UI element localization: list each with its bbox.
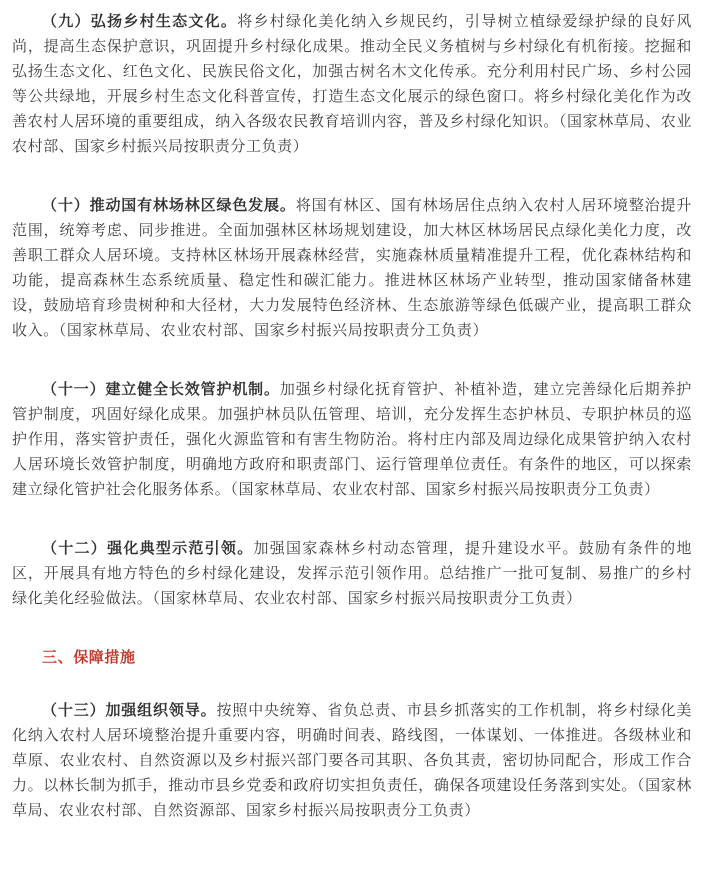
paragraph-12 bbox=[12, 536, 692, 611]
paragraph-13-body: 按照中央统筹、省负总责、市县乡抓落实的工作机制，将乡村绿化美化纳入农村人居环境整治提升重要内容，明确时间表、路线图，一体谋划、一体推进。各级林业和草原、农业农村、自然资源以及乡村振兴部门要各司其职、各负其责，密切协同配合，形成工作合力。以林长制为抓手，推动市县乡党委和政府切实担负责任，确保各项建设任务落到实处。（国家林草局、农业农村部、自然资源部、国家乡村振兴局按职责分工负责） bbox=[12, 701, 692, 819]
paragraph-10-lead: （十）推动国有林场林区绿色发展。 bbox=[42, 196, 296, 214]
paragraph-11-body: 加强乡村绿化抚育管护、补植补造，建立完善绿化后期养护管护制度，巩固好绿化成果。加强护林员队伍管理、培训，充分发挥生态护林员、专职护林员的巡护作用，落实管护责任，强化火源监管和有害生物防治。将村庄内部及周边绿化成果管护纳入农村人居环境长效管护制度，明确地方政府和职责部门、运行管理单位责任。有条件的地区，可以探索建立绿化管护社会化服务体系。（国家林草局、农业农村部、国家乡村振兴局按职责分工负责） bbox=[12, 380, 692, 498]
paragraph-10 bbox=[12, 193, 692, 343]
paragraph-9 bbox=[12, 9, 692, 159]
paragraph-9-lead: （九）弘扬乡村生态文化。 bbox=[42, 12, 238, 30]
paragraph-10-body: 将国有林区、国有林场居住点纳入农村人居环境整治提升范围，统筹考虑、同步推进。全面加强林区林场规划建设，加大林区林场居民点绿化美化力度，改善职工群众人居环境。支持林区林场开展森林经营，实施森林质量精准提升工程，优化森林结构和功能，提高森林生态系统质量、稳定性和碳汇能力。推进林区林场产业转型，推动国家储备林建设，鼓励培育珍贵树种和大径材，大力发展特色经济林、生态旅游等绿色低碳产业，提高职工群众收入。（国家林草局、农业农村部、国家乡村振兴局按职责分工负责） bbox=[12, 196, 692, 339]
paragraph-12-body: 加强国家森林乡村动态管理，提升建设水平。鼓励有条件的地区，开展具有地方特色的乡村绿化建设，发挥示范引领作用。总结推广一批可复制、易推广的乡村绿化美化经验做法。（国家林草局、农业农村部、国家乡村振兴局按职责分工负责） bbox=[12, 539, 692, 607]
paragraph-11-lead: （十一）建立健全长效管护机制。 bbox=[42, 380, 280, 398]
paragraph-9-body: 将乡村绿化美化纳入乡规民约，引导树立植绿爱绿护绿的良好风尚，提高生态保护意识，巩固提升乡村绿化成果。推动全民义务植树与乡村绿化有机衔接。挖掘和弘扬生态文化、红色文化、民族民俗文化，加强古树名木文化传承。充分利用村民广场、乡村公园等公共绿地，开展乡村生态文化科普宣传，打造生态文化展示的绿色窗口。将乡村绿化美化作为改善农村人居环境的重要组成，纳入各级农民教育培训内容，普及乡村绿化知识。（国家林草局、农业农村部、国家乡村振兴局按职责分工负责） bbox=[12, 12, 692, 155]
paragraph-13-lead: （十三）加强组织领导。 bbox=[42, 701, 217, 719]
paragraph-11 bbox=[12, 377, 692, 502]
article-body bbox=[12, 0, 692, 823]
section-heading-safeguards: 三、保障措施 bbox=[42, 648, 136, 666]
paragraph-13 bbox=[12, 698, 692, 823]
paragraph-12-lead: （十二）强化典型示范引领。 bbox=[42, 539, 254, 557]
